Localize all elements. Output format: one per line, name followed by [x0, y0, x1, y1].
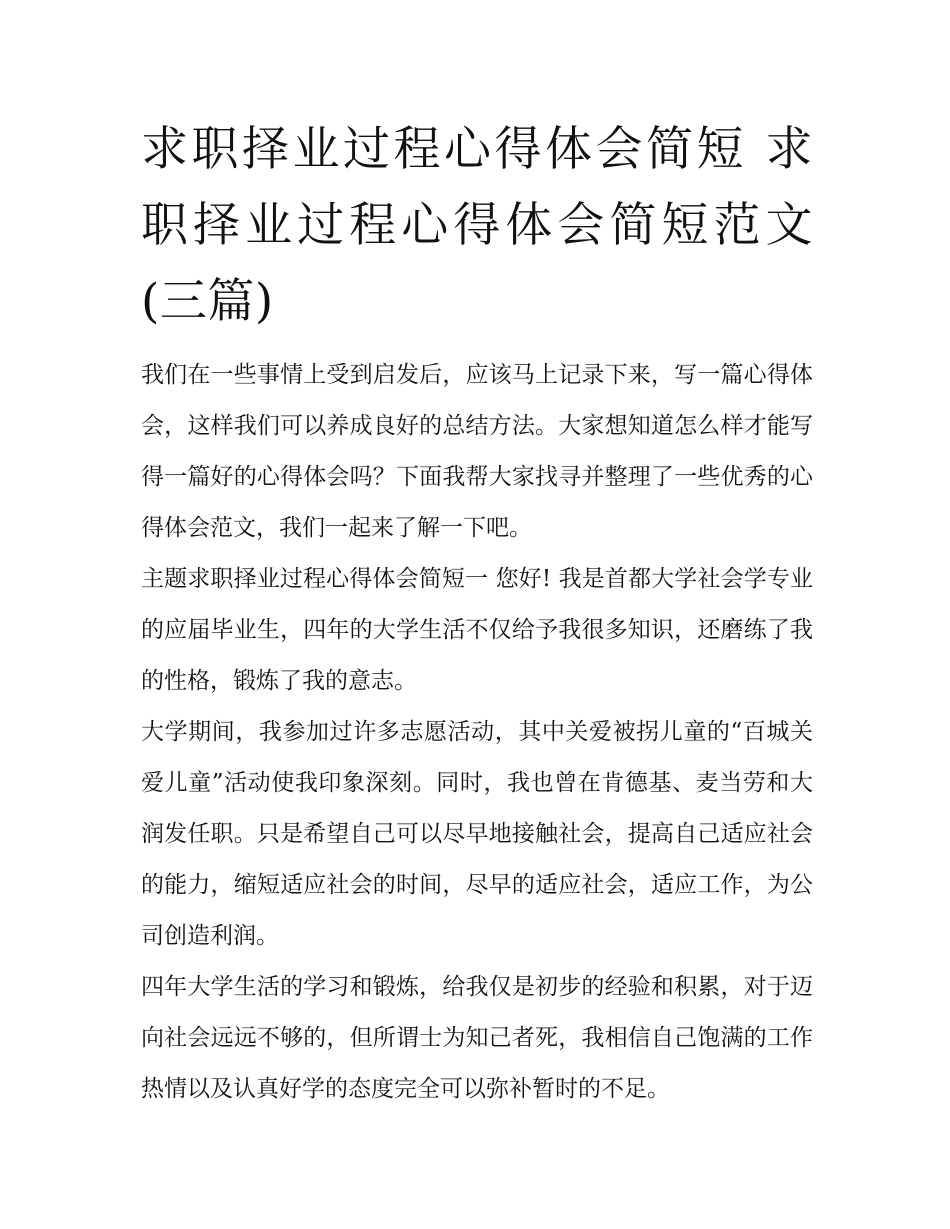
paragraph-experience: 大学期间，我参加过许多志愿活动，其中关爱被拐儿童的“百城关爱儿童”活动使我印象深刻。同时，我也曾在肯德基、麦当劳和大润发任职。只是希望自己可以尽早地接触社会，提高自己适应社会的能力，缩短适应社会的时间，尽早的适应社会，适应工作，为公司创造利润。: [141, 719, 813, 949]
document-title: 求职择业过程心得体会简短 求职择业过程心得体会简短范文(三篇): [141, 122, 813, 329]
document-page: [141, 112, 813, 1115]
paragraph-greeting: 主题求职择业过程心得体会简短一 您好! 我是首都大学社会学专业的应届毕业生，四年的大学生活不仅给予我很多知识，还磨练了我的性格，锻炼了我的意志。: [141, 566, 813, 694]
paragraph-intro: 我们在一些事情上受到启发后，应该马上记录下来，写一篇心得体会，这样我们可以养成良好的总结方法。大家想知道怎么样才能写得一篇好的心得体会吗？下面我帮大家找寻并整理了一些优秀的心得体会范文，我们一起来了解一下吧。: [141, 362, 813, 541]
paragraph-conclusion: 四年大学生活的学习和锻炼，给我仅是初步的经验和积累，对于迈向社会远远不够的，但所谓士为知己者死，我相信自己饱满的工作热情以及认真好学的态度完全可以弥补暂时的不足。: [141, 974, 813, 1102]
